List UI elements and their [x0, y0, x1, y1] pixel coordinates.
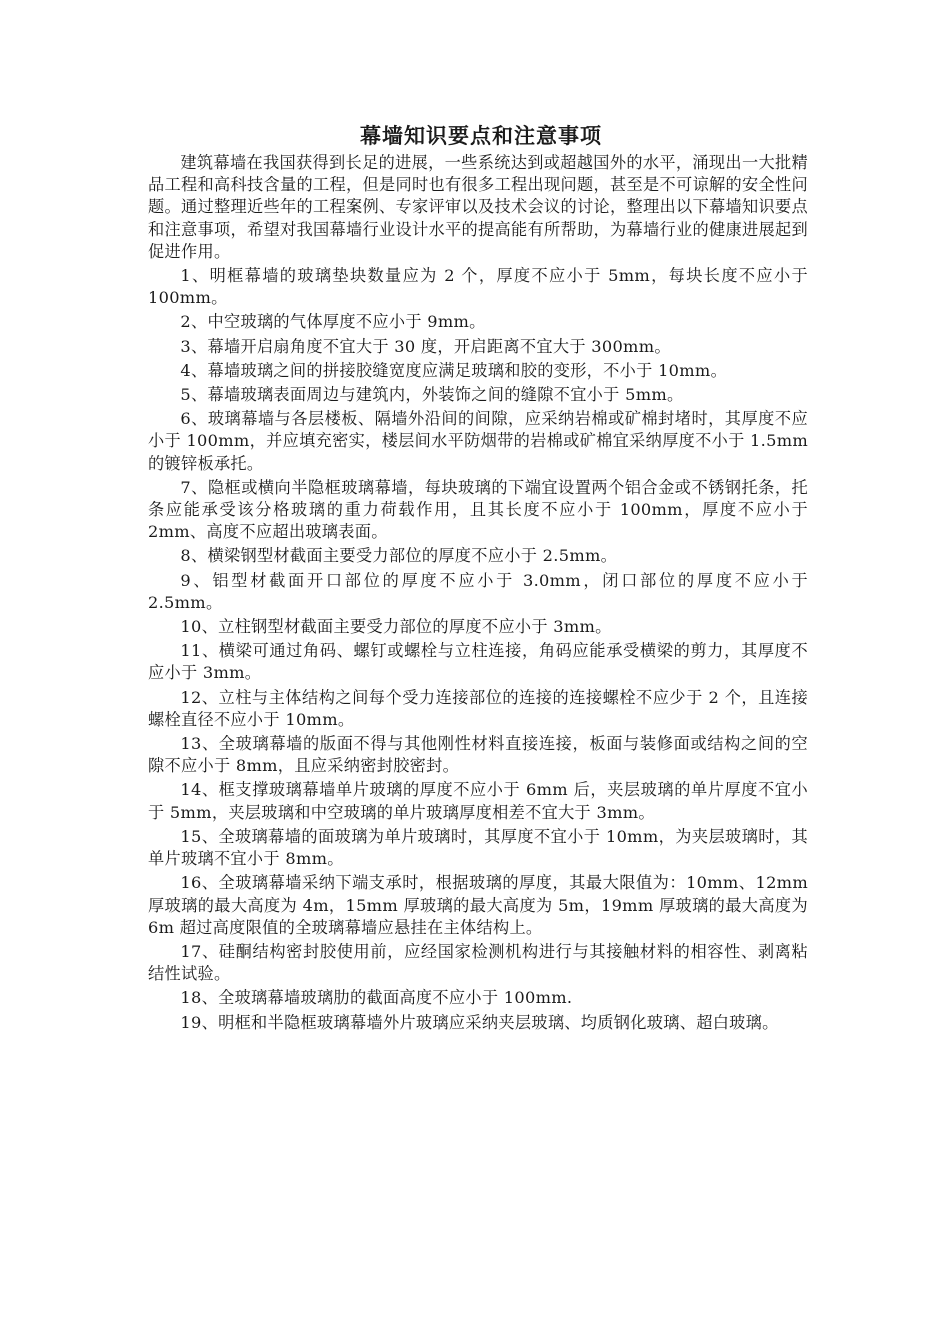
list-item: 17、硅酮结构密封胶使用前，应经国家检测机构进行与其接触材料的相容性、剥离粘结性试验。 [148, 941, 808, 984]
list-item: 11、横梁可通过角码、螺钉或螺栓与立柱连接，角码应能承受横梁的剪力，其厚度不应小于 3mm。 [148, 641, 808, 683]
list-item: 13、全玻璃幕墙的版面不得与其他刚性材料直接连接，板面与装修面或结构之间的空隙不应小于 8mm，且应采纳密封胶密封。 [148, 734, 808, 776]
list-item: 8、横梁钢型材截面主要受力部位的厚度不应小于 2.5mm。 [180, 546, 618, 566]
list-item: 15、全玻璃幕墙的面玻璃为单片玻璃时，其厚度不宜小于 10mm，为夹层玻璃时，其单片玻璃不宜小于 8mm。 [148, 826, 808, 869]
list-item: 3、幕墙开启扇角度不宜大于 30 度，开启距离不宜大于 300mm。 [180, 336, 671, 356]
list-item: 2、中空玻璃的气体厚度不应小于 9mm。 [180, 312, 486, 332]
list-item: 10、立柱钢型材截面主要受力部位的厚度不应小于 3mm。 [180, 617, 612, 637]
list-item: 9、铝型材截面开口部位的厚度不应小于 3.0mm，闭口部位的厚度不应小于 2.5mm。 [148, 570, 808, 612]
list-item: 5、幕墙玻璃表面周边与建筑内，外装饰之间的缝隙不宜小于 5mm。 [180, 385, 684, 405]
list-item: 18、全玻璃幕墙玻璃肋的截面高度不应小于 100mm. [180, 988, 573, 1008]
document-title: 幕墙知识要点和注意事项 [360, 123, 602, 148]
list-item: 19、明框和半隐框玻璃幕墙外片玻璃应采纳夹层玻璃、均质钢化玻璃、超白玻璃。 [180, 1012, 779, 1032]
document-page [148, 120, 808, 1036]
list-item: 14、框支撑玻璃幕墙单片玻璃的厚度不应小于 6mm 后，夹层玻璃的单片厚度不宜小于 5mm，夹层玻璃和中空玻璃的单片玻璃厚度相差不宜大于 3mm。 [148, 780, 808, 822]
list-item: 4、幕墙玻璃之间的拼接胶缝宽度应满足玻璃和胶的变形，不小于 10mm。 [180, 360, 728, 380]
list-item: 12、立柱与主体结构之间每个受力连接部位的连接的连接螺栓不应少于 2 个，且连接螺栓直径不应小于 10mm。 [148, 687, 808, 729]
list-item: 16、全玻璃幕墙采纳下端支承时，根据玻璃的厚度，其最大限值为：10mm、12mm 厚玻璃的最大高度为 4m，15mm 厚玻璃的最大高度为 5m，19mm 厚玻璃的最大高度为 6m 超过高度限值的全玻璃幕墙应悬挂在主体结构上。 [148, 873, 808, 937]
list-item: 7、隐框或横向半隐框玻璃幕墙，每块玻璃的下端宜设置两个铝合金或不锈钢托条，托条应能承受该分格玻璃的重力荷载作用，且其长度不应小于 100mm，厚度不应小于 2mm、高度不应超出玻璃表面。 [148, 477, 808, 542]
intro-paragraph: 建筑幕墙在我国获得到长足的进展，一些系统达到或超越国外的水平，涌现出一大批精品工程和高科技含量的工程，但是同时也有很多工程出现问题，甚至是不可谅解的安全性问题。通过整理近些年的工程案例、专家评审以及技术会议的讨论，整理出以下幕墙知识要点和注意事项，希望对我国幕墙行业设计水平的提高能有所帮助，为幕墙行业的健康进展起到促进作用。 [148, 153, 808, 261]
list-item: 1、明框幕墙的玻璃垫块数量应为 2 个，厚度不应小于 5mm，每块长度不应小于 100mm。 [148, 266, 808, 308]
list-item: 6、玻璃幕墙与各层楼板、隔墙外沿间的间隙，应采纳岩棉或矿棉封堵时，其厚度不应小于 100mm，并应填充密实，楼层间水平防烟带的岩棉或矿棉宜采纳厚度不小于 1.5mm 的镀锌板承托。 [148, 409, 808, 473]
